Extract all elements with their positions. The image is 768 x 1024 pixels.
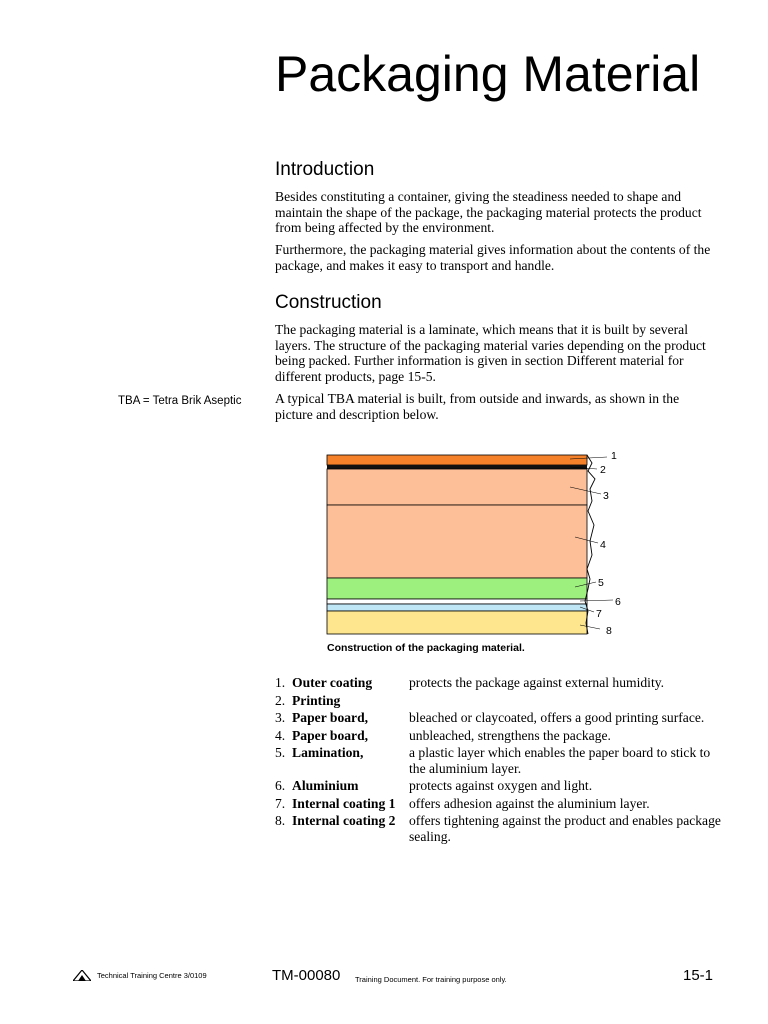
layer-description-list [275, 675, 725, 846]
list-item [275, 675, 725, 693]
introduction-heading: Introduction [275, 159, 375, 180]
abbreviation-note: TBA = Tetra Brik Aseptic [118, 395, 242, 407]
layer-7-internal-coating-1 [327, 604, 587, 611]
list-item [275, 778, 725, 796]
item-description: bleached or claycoated, offers a good printing surface. [409, 710, 705, 725]
item-description: offers tightening against the product and enables package sealing. [409, 813, 721, 844]
layer-label-3: 3 [603, 490, 609, 502]
footer-organization [73, 970, 207, 981]
item-description: protects the package against external humidity. [409, 675, 665, 690]
list-item [275, 728, 725, 746]
item-description: unbleached, strengthens the package. [409, 727, 611, 743]
item-term: Outer coating [292, 675, 373, 690]
page-number: 15-1 [683, 967, 714, 984]
item-term: Printing [292, 692, 341, 708]
item-number: 5. [275, 745, 286, 760]
layer-label-6: 6 [615, 596, 621, 608]
item-description: offers adhesion against the aluminium layer. [409, 795, 650, 811]
layer-label-1: 1 [611, 450, 617, 462]
layer-label-8: 8 [606, 625, 612, 637]
item-term: Paper board, [292, 710, 369, 725]
laminate-layers-diagram [300, 445, 630, 640]
item-term: Internal coating 1 [292, 795, 396, 811]
layer-5-lamination [327, 578, 587, 599]
layer-label-5: 5 [598, 577, 604, 589]
layer-label-4: 4 [600, 539, 606, 551]
item-number: 6. [275, 778, 286, 793]
list-item [275, 745, 725, 778]
item-number: 1. [275, 675, 286, 690]
page-title: Packaging Material [275, 46, 701, 102]
construction-heading: Construction [275, 292, 382, 313]
list-item [275, 710, 725, 728]
document-code: TM-00080 [272, 967, 341, 984]
item-number: 4. [275, 727, 286, 743]
layer-8-internal-coating-2 [327, 611, 587, 634]
item-term: Lamination, [292, 745, 364, 760]
item-description: a plastic layer which enables the paper board to stick to the aluminium layer. [409, 745, 711, 776]
construction-paragraph-1: The packaging material is a laminate, which means that it is built by several layers. The structure of the packaging material varies depending on the product being packed. Further information is given in section Different material for different products, page 15-5. [275, 322, 706, 384]
item-number: 2. [275, 692, 286, 708]
layer-4-paper-board-unbleached [327, 505, 587, 578]
introduction-paragraph-2: Furthermore, the packaging material gives information about the contents of the package, and makes it easy to transport and handle. [275, 242, 711, 273]
item-description: protects against oxygen and light. [409, 778, 593, 793]
layer-label-2: 2 [600, 464, 606, 476]
layer-2-printing [327, 465, 587, 469]
item-number: 7. [275, 795, 286, 811]
list-item [275, 796, 725, 814]
layer-label-7: 7 [596, 608, 602, 620]
item-term: Internal coating 2 [292, 813, 396, 828]
item-number: 8. [275, 813, 286, 828]
footer-organization-text: Technical Training Centre 3/0109 [97, 971, 207, 980]
item-term: Paper board, [292, 727, 369, 743]
figure-caption: Construction of the packaging material. [327, 642, 525, 654]
footer-note: Training Document. For training purpose only. [355, 975, 507, 984]
layer-1-outer-coating [327, 455, 587, 465]
item-number: 3. [275, 710, 286, 725]
list-item [275, 813, 725, 846]
layer-3-paper-board-bleached [327, 469, 587, 505]
construction-paragraph-2: A typical TBA material is built, from outside and inwards, as shown in the picture and description below. [275, 391, 680, 422]
item-description [409, 693, 725, 711]
layer-6-aluminium [327, 599, 587, 604]
introduction-paragraph-1: Besides constituting a container, giving the steadiness needed to shape and maintain the shape of the package, the packaging material protects the product from being affected by the environment. [275, 189, 702, 235]
item-term: Aluminium [292, 778, 359, 793]
list-item [275, 693, 725, 711]
tetra-logo-icon [73, 970, 91, 981]
